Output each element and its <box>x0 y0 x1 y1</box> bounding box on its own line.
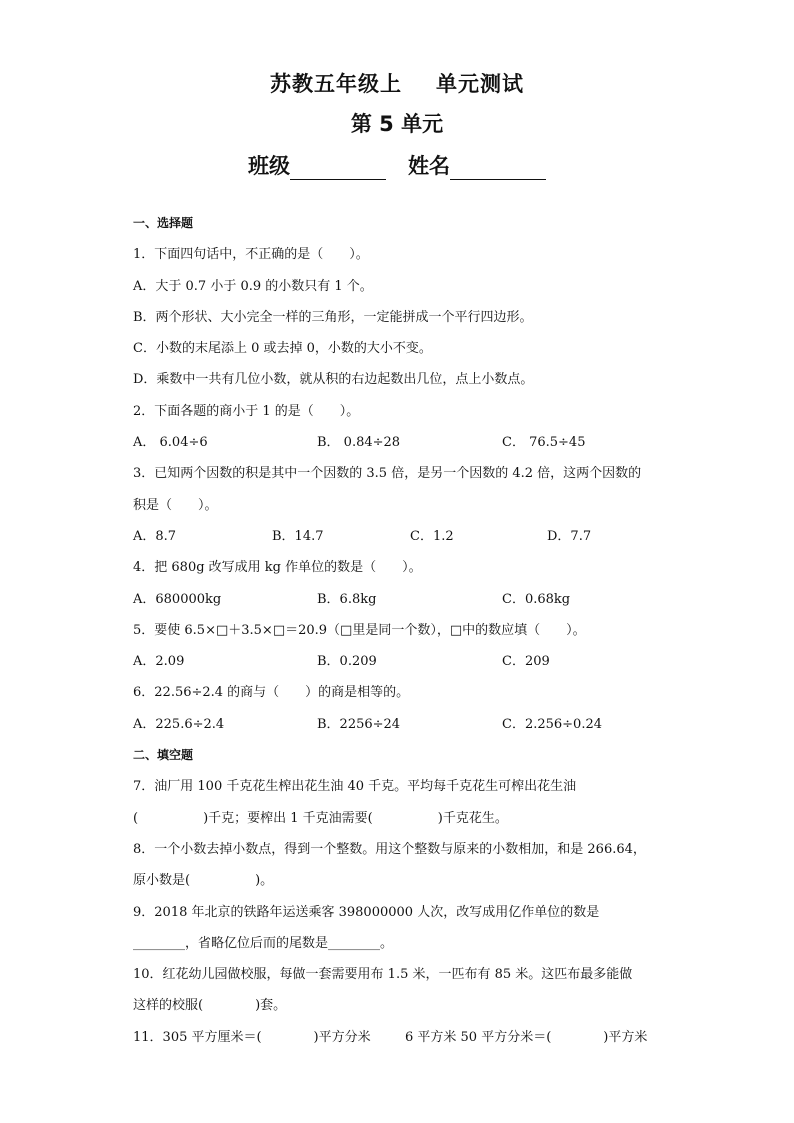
question-9-line-2: ________，省略亿位后而的尾数是________。 <box>133 935 394 951</box>
question-6-option-c: C．2.256÷0.24 <box>502 716 603 732</box>
question-2-option-b: B． 0.84÷28 <box>317 435 401 451</box>
question-7-line-1: 7．油厂用 100 千克花生榨出花生油 40 千克。平均每千克花生可榨出花生油 <box>133 779 577 795</box>
question-11-part-1: 11．305 平方厘米＝( )平方分米 <box>133 1029 371 1045</box>
question-4-options <box>133 584 673 615</box>
question-8-line-2: 原小数是( )。 <box>133 873 274 889</box>
question-1-option-d: D．乘数中一共有几位小数，就从积的右边起数出几位，点上小数点。 <box>133 372 534 388</box>
question-6-option-a: A．225.6÷2.4 <box>133 716 225 732</box>
question-1-option-a: A．大于 0.7 小于 0.9 的小数只有 1 个。 <box>133 278 373 294</box>
question-11 <box>133 1022 673 1053</box>
question-3-option-c: C．1.2 <box>410 528 454 544</box>
question-3-option-d: D．7.7 <box>547 528 592 544</box>
question-7-line-2: ( )千克；要榨出 1 千克油需要( )千克花生。 <box>133 810 508 826</box>
question-3-stem-cont: 积是（ ）。 <box>133 497 218 513</box>
question-4-option-b: B．6.8kg <box>317 591 377 607</box>
question-2-option-c: C． 76.5÷45 <box>502 435 586 451</box>
question-3-options <box>133 521 673 552</box>
question-6-options <box>133 709 673 740</box>
question-5-option-b: B．0.209 <box>317 654 377 670</box>
title-test: 单元测试 <box>436 72 524 96</box>
question-5-option-a: A．2.09 <box>133 654 185 670</box>
question-3-stem: 3．已知两个因数的积是其中一个因数的 3.5 倍，是另一个因数的 4.2 倍，这两个因数的 <box>133 466 642 482</box>
question-5-stem: 5．要使 6.5×□＋3.5×□＝20.9（□里是同一个数），□中的数应填（ ）。 <box>133 622 586 638</box>
question-8-line-1: 8．一个小数去掉小数点，得到一个整数。用这个整数与原来的小数相加，和是 266.64， <box>133 841 646 857</box>
question-2-option-a: A． 6.04÷6 <box>133 435 208 451</box>
name-label: 姓名 <box>408 154 450 178</box>
question-4-stem: 4．把 680g 改写成用 kg 作单位的数是（ ）。 <box>133 560 422 576</box>
question-6-stem: 6．22.56÷2.4 的商与（ ）的商是相等的。 <box>133 685 410 701</box>
title-grade: 苏教五年级上 <box>270 72 402 96</box>
class-label: 班级 <box>248 154 290 178</box>
question-5-options <box>133 646 673 677</box>
question-1-stem: 1．下面四句话中，不正确的是（ ）。 <box>133 247 369 263</box>
question-10-line-2: 这样的校服( )套。 <box>133 998 287 1014</box>
question-2-options <box>133 427 673 458</box>
question-4-option-a: A．680000kg <box>133 591 222 607</box>
question-1-option-b: B．两个形状、大小完全一样的三角形，一定能拼成一个平行四边形。 <box>133 309 533 325</box>
unit-title: 第 5 单元 <box>350 112 444 136</box>
name-blank[interactable] <box>450 157 546 180</box>
section-heading-fill: 二、填空题 <box>133 748 194 763</box>
question-10-line-1: 10．红花幼儿园做校服，每做一套需要用布 1.5 米，一匹布有 85 米。这匹布最多能做 <box>133 967 633 983</box>
question-1-option-c: C．小数的末尾添上 0 或去掉 0，小数的大小不变。 <box>133 341 432 357</box>
question-4-option-c: C．0.68kg <box>502 591 571 607</box>
question-6-option-b: B．2256÷24 <box>317 716 401 732</box>
question-3-option-b: B．14.7 <box>272 528 324 544</box>
student-info <box>0 150 794 180</box>
question-11-part-2: 6 平方米 50 平方分米＝( )平方米 <box>405 1029 648 1045</box>
question-3-option-a: A．8.7 <box>133 528 177 544</box>
question-5-option-c: C．209 <box>502 654 550 670</box>
class-blank[interactable] <box>290 157 386 180</box>
section-heading: 一、选择题 <box>133 216 194 230</box>
exam-body <box>133 208 673 1053</box>
question-9-line-1: 9．2018 年北京的铁路年运送乘客 398000000 人次，改写成用亿作单位的数是 <box>133 904 600 920</box>
page-title <box>0 68 794 98</box>
question-2-stem: 2．下面各题的商小于 1 的是（ ）。 <box>133 403 360 419</box>
